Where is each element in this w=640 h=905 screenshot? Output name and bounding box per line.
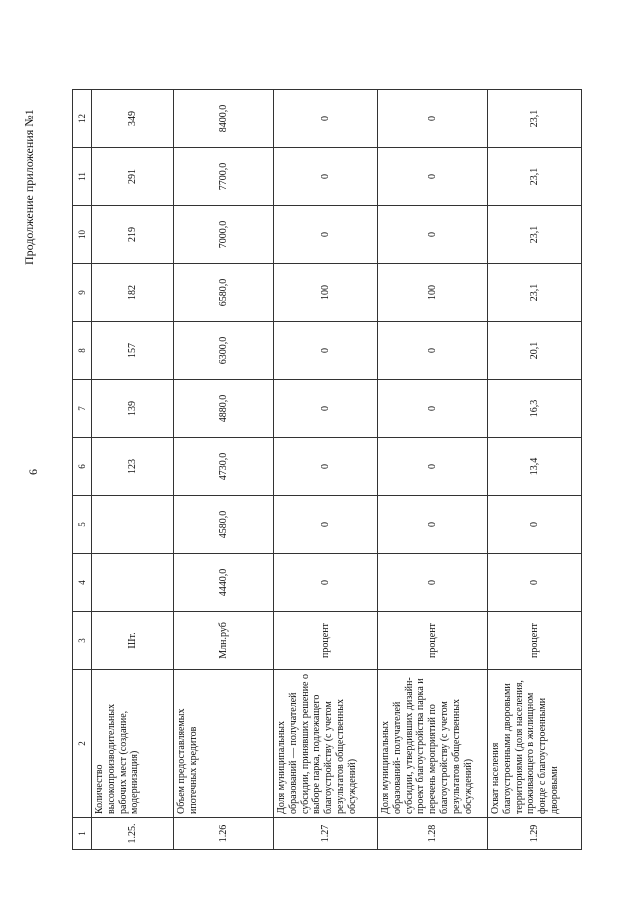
value-cell: 100 bbox=[378, 264, 488, 322]
row-number: 1.26 bbox=[174, 818, 274, 850]
value-cell: 0 bbox=[274, 496, 378, 554]
unit-cell: Млн.руб bbox=[174, 612, 274, 670]
value-cell: 291 bbox=[92, 148, 174, 206]
value-cell: 4440,0 bbox=[174, 554, 274, 612]
column-number: 6 bbox=[73, 438, 92, 496]
value-cell: 157 bbox=[92, 322, 174, 380]
value-cell: 8400,0 bbox=[174, 90, 274, 148]
value-cell: 0 bbox=[378, 438, 488, 496]
indicators-table bbox=[72, 89, 582, 850]
value-cell: 23,1 bbox=[488, 264, 582, 322]
indicator-name: Доля муниципальных образований- получателей субсидии, утвердивших дизайн-проект благоустройства парка и перечень мероприятий по благоустройству (с учетом результатов общественных обсуждений) bbox=[378, 670, 488, 818]
appendix-title: Продолжение приложения №1 bbox=[22, 109, 36, 265]
table-row bbox=[274, 90, 378, 850]
value-cell: 6580,0 bbox=[174, 264, 274, 322]
value-cell: 0 bbox=[274, 380, 378, 438]
row-number: 1.29 bbox=[488, 818, 582, 850]
value-cell: 0 bbox=[378, 380, 488, 438]
value-cell: 4730,0 bbox=[174, 438, 274, 496]
column-number: 10 bbox=[73, 206, 92, 264]
column-number: 2 bbox=[73, 670, 92, 818]
unit-cell: процент bbox=[274, 612, 378, 670]
table-row bbox=[174, 90, 274, 850]
value-cell: 0 bbox=[274, 90, 378, 148]
value-cell: 0 bbox=[378, 322, 488, 380]
value-cell: 13,4 bbox=[488, 438, 582, 496]
value-cell: 0 bbox=[274, 438, 378, 496]
page-number: 6 bbox=[26, 469, 40, 475]
column-number: 7 bbox=[73, 380, 92, 438]
indicator-name: Количество высокопроизводительных рабочих мест (создание, модернизация) bbox=[92, 670, 174, 818]
value-cell: 0 bbox=[488, 554, 582, 612]
indicator-name: Доля муниципальных образований — получателей субсидии, принявших решение о выборе парка, подлежащего благоустройству (с учетом результатов общественных обсуждений) bbox=[274, 670, 378, 818]
value-cell: 123 bbox=[92, 438, 174, 496]
column-number-row bbox=[73, 90, 92, 850]
row-number: 1.27 bbox=[274, 818, 378, 850]
unit-cell: процент bbox=[378, 612, 488, 670]
value-cell: 16,3 bbox=[488, 380, 582, 438]
value-cell: 6300,0 bbox=[174, 322, 274, 380]
value-cell: 0 bbox=[274, 554, 378, 612]
indicator-name: Охват населения благоустроенными дворовыми территориями (доля населения, проживающего в жилищном фонде с благоустроенными дворовыми bbox=[488, 670, 582, 818]
value-cell: 182 bbox=[92, 264, 174, 322]
value-cell: 7000,0 bbox=[174, 206, 274, 264]
table-row bbox=[488, 90, 582, 850]
column-number: 12 bbox=[73, 90, 92, 148]
column-number: 9 bbox=[73, 264, 92, 322]
table-row bbox=[378, 90, 488, 850]
value-cell: 0 bbox=[274, 322, 378, 380]
value-cell: 100 bbox=[274, 264, 378, 322]
column-number: 3 bbox=[73, 612, 92, 670]
row-number: 1.28 bbox=[378, 818, 488, 850]
value-cell: 349 bbox=[92, 90, 174, 148]
value-cell: 219 bbox=[92, 206, 174, 264]
value-cell: 0 bbox=[378, 148, 488, 206]
column-number: 1 bbox=[73, 818, 92, 850]
indicator-name: Объем предоставляемых ипотечных кредитов bbox=[174, 670, 274, 818]
value-cell: 23,1 bbox=[488, 148, 582, 206]
value-cell: 23,1 bbox=[488, 90, 582, 148]
column-number: 11 bbox=[73, 148, 92, 206]
value-cell: 23,1 bbox=[488, 206, 582, 264]
unit-cell: процент bbox=[488, 612, 582, 670]
value-cell: 0 bbox=[488, 496, 582, 554]
unit-cell: Шт. bbox=[92, 612, 174, 670]
column-number: 4 bbox=[73, 554, 92, 612]
value-cell: 139 bbox=[92, 380, 174, 438]
value-cell bbox=[92, 554, 174, 612]
value-cell: 4880,0 bbox=[174, 380, 274, 438]
column-number: 5 bbox=[73, 496, 92, 554]
value-cell: 0 bbox=[274, 148, 378, 206]
table-row bbox=[92, 90, 174, 850]
value-cell: 20,1 bbox=[488, 322, 582, 380]
value-cell: 0 bbox=[378, 206, 488, 264]
value-cell: 7700,0 bbox=[174, 148, 274, 206]
value-cell: 0 bbox=[378, 90, 488, 148]
value-cell: 0 bbox=[378, 496, 488, 554]
value-cell bbox=[92, 496, 174, 554]
column-number: 8 bbox=[73, 322, 92, 380]
row-number: 1.25. bbox=[92, 818, 174, 850]
value-cell: 0 bbox=[378, 554, 488, 612]
value-cell: 0 bbox=[274, 206, 378, 264]
value-cell: 4580,0 bbox=[174, 496, 274, 554]
